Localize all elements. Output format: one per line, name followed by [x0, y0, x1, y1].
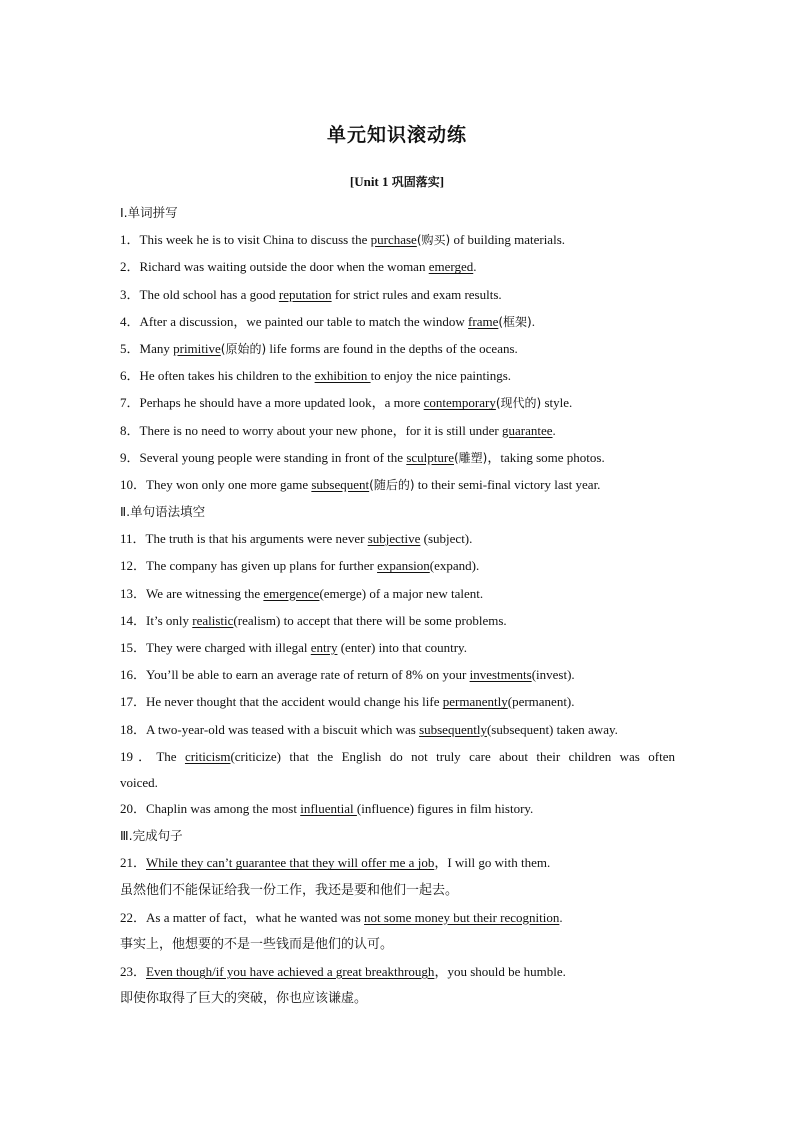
item-number: 5．	[120, 340, 140, 356]
answer-blank: subsequent	[311, 476, 370, 492]
item-text-before: Chaplin was among the most	[146, 800, 301, 816]
answer-blank: permanently	[442, 694, 508, 710]
item-text-after: to enjoy the nice paintings.	[370, 368, 512, 384]
item-text-before: Several young people were standing in front of the	[139, 449, 407, 465]
item-text-before: A two-year-old was teased with a biscuit which was	[146, 721, 420, 737]
answer-blank: While they can’t guarantee that they will offer me a job	[146, 855, 435, 871]
item-text-after: (emerge) of a major new talent.	[319, 585, 484, 601]
answer-blank: not some money but their recognition	[364, 909, 560, 925]
answer-blank: subsequently	[419, 721, 487, 737]
item-number: 2．	[120, 259, 140, 275]
item-number: 4．	[120, 313, 140, 329]
item-text-after: ，I will go with them.	[434, 855, 551, 871]
section-heading: Ⅰ.单词拼写	[120, 205, 178, 220]
exercise-item	[120, 389, 675, 416]
exercise-item	[120, 417, 675, 444]
item-text-after: ，you should be humble.	[434, 964, 566, 980]
answer-blank: entry	[310, 640, 338, 655]
item-text-before: Perhaps he should have a more updated look，a more	[139, 395, 424, 411]
answer-blank: guarantee	[502, 422, 553, 438]
item-text-after: (enter) into that country.	[337, 640, 467, 655]
exercise-item	[120, 253, 675, 280]
item-text-before: He never thought that the accident would change his life	[146, 694, 443, 710]
subtitle-label: 巩固落实	[391, 175, 440, 189]
item-number: 10．	[120, 476, 147, 492]
answer-blank: subjective	[367, 531, 421, 547]
item-number: 12．	[120, 558, 147, 574]
answer-blank: exhibition	[314, 368, 371, 384]
exercise-item	[120, 716, 675, 743]
exercise-item	[120, 661, 675, 688]
item-number: 9．	[120, 449, 140, 465]
exercise-item	[120, 904, 675, 931]
item-text-before: The company has given up plans for further	[146, 558, 378, 574]
exercise-item	[120, 471, 675, 498]
answer-blank: primitive	[173, 340, 221, 356]
item-text-after: (subsequent) taken away.	[486, 721, 618, 737]
item-text-before: As a matter of fact，what he wanted was	[146, 909, 365, 925]
item-text-before: This week he is to visit China to discuss the	[139, 232, 371, 248]
item-number: 19．	[120, 748, 157, 764]
section-heading: Ⅲ.完成句子	[120, 828, 183, 844]
item-number: 16．	[120, 667, 147, 683]
answer-blank: purchase	[370, 232, 417, 248]
answer-blank: influential	[300, 800, 357, 816]
item-text-before: The truth is that his arguments were never	[145, 531, 368, 547]
answer-blank: emergence	[263, 585, 320, 601]
exercise-item	[120, 849, 675, 876]
item-number: 21．	[120, 855, 147, 871]
item-text-after: ，taking some photos.	[487, 449, 605, 465]
item-text-after: .	[552, 422, 556, 438]
item-number: 8．	[120, 422, 140, 438]
item-text-after: .	[559, 909, 563, 925]
item-number: 15．	[120, 640, 147, 655]
chinese-hint: (现代的)	[495, 396, 542, 411]
answer-blank: frame	[468, 313, 499, 329]
exercise-item	[120, 634, 675, 661]
item-text-before: The	[156, 748, 185, 764]
item-text-before: You’ll be able to earn an average rate of return of 8% on your	[146, 667, 470, 683]
chinese-hint: (购买)	[416, 233, 451, 248]
exercise-item	[120, 607, 675, 634]
item-text-after: .	[473, 259, 477, 275]
item-continuation: voiced.	[120, 774, 158, 790]
subtitle-unit: Unit 1	[354, 174, 389, 189]
exercise-item	[120, 281, 675, 308]
answer-blank: emerged	[428, 259, 474, 275]
item-text-after: (invest).	[531, 667, 575, 683]
item-number: 22．	[120, 909, 147, 925]
chinese-hint: (随后的)	[369, 477, 415, 492]
item-text-after: (criticize) that the English do not truly care about their children was often	[230, 748, 675, 764]
item-text-before: We are witnessing the	[146, 585, 264, 601]
answer-blank: criticism	[184, 748, 231, 764]
item-number: 23．	[120, 964, 147, 980]
item-number: 3．	[120, 286, 140, 302]
item-text-before: Richard was waiting outside the door when the woman	[139, 259, 429, 275]
item-text-before: He often takes his children to the	[139, 368, 315, 384]
item-text-after: (expand).	[429, 558, 480, 574]
answer-blank: investments	[469, 667, 532, 683]
item-text-after: (subject).	[420, 531, 473, 547]
chinese-translation: 事实上，他想要的不是一些钱而是他们的认可。	[120, 936, 394, 952]
item-text-after: to their semi-final victory last year.	[414, 476, 601, 492]
item-text-after: (influence) figures in film history.	[356, 800, 534, 816]
exercise-item	[120, 308, 675, 335]
answer-blank: expansion	[377, 558, 430, 574]
exercise-item	[120, 795, 675, 822]
item-text-after: (permanent).	[507, 694, 575, 710]
page-title: 单元知识滚动练	[326, 124, 467, 146]
exercise-item	[120, 226, 675, 253]
item-number: 7．	[120, 395, 140, 411]
item-text-before: They were charged with illegal	[146, 640, 311, 655]
exercise-content	[120, 199, 675, 1012]
chinese-hint: (原始的)	[220, 341, 267, 356]
answer-blank: reputation	[278, 286, 332, 302]
exercise-item	[120, 552, 675, 579]
exercise-item	[120, 362, 675, 389]
exercise-item	[120, 525, 675, 552]
exercise-item	[120, 688, 675, 715]
chinese-translation: 虽然他们不能保证给我一份工作，我还是要和他们一起去。	[120, 882, 459, 898]
unit-subtitle	[0, 173, 794, 190]
item-number: 14．	[120, 612, 147, 628]
exercise-item	[120, 743, 675, 770]
item-number: 1．	[120, 232, 140, 248]
item-text-before: There is no need to worry about your new phone，for it is still under	[139, 422, 502, 438]
exercise-item	[120, 958, 675, 985]
chinese-translation: 即使你取得了巨大的突破，你也应该谦虚。	[120, 991, 368, 1007]
exercise-item	[120, 444, 675, 471]
item-text-after: style.	[541, 395, 573, 411]
section-heading: Ⅱ.单句语法填空	[120, 504, 206, 520]
item-text-after: .	[531, 313, 535, 329]
item-text-before: After a discussion，we painted our table to match the window	[139, 313, 469, 329]
answer-blank: realistic	[192, 612, 234, 628]
item-number: 13．	[120, 585, 147, 601]
item-text-before: The old school has a good	[139, 286, 279, 302]
item-number: 18．	[120, 721, 147, 737]
answer-blank: contemporary	[423, 395, 496, 411]
subtitle-close-bracket: ]	[439, 174, 445, 189]
item-number: 11．	[120, 531, 146, 547]
item-number: 17．	[120, 694, 147, 710]
item-text-after: for strict rules and exam results.	[331, 286, 502, 302]
chinese-hint: (雕塑)	[453, 450, 488, 465]
item-text-after: (realism) to accept that there will be some problems.	[233, 612, 507, 628]
item-text-after: life forms are found in the depths of the oceans.	[266, 340, 518, 356]
subtitle-open-bracket: [	[349, 174, 355, 189]
item-text-after: of building materials.	[450, 232, 565, 248]
exercise-item	[120, 335, 675, 362]
item-text-before: Many	[139, 340, 174, 356]
item-number: 20．	[120, 800, 147, 816]
item-number: 6．	[120, 368, 140, 384]
chinese-hint: (框架)	[498, 314, 532, 329]
item-text-before: They won only one more game	[146, 476, 312, 492]
exercise-item	[120, 580, 675, 607]
answer-blank: Even though/if you have achieved a great breakthrough	[146, 964, 435, 980]
item-text-before: It’s only	[146, 612, 193, 628]
answer-blank: sculpture	[406, 449, 454, 465]
